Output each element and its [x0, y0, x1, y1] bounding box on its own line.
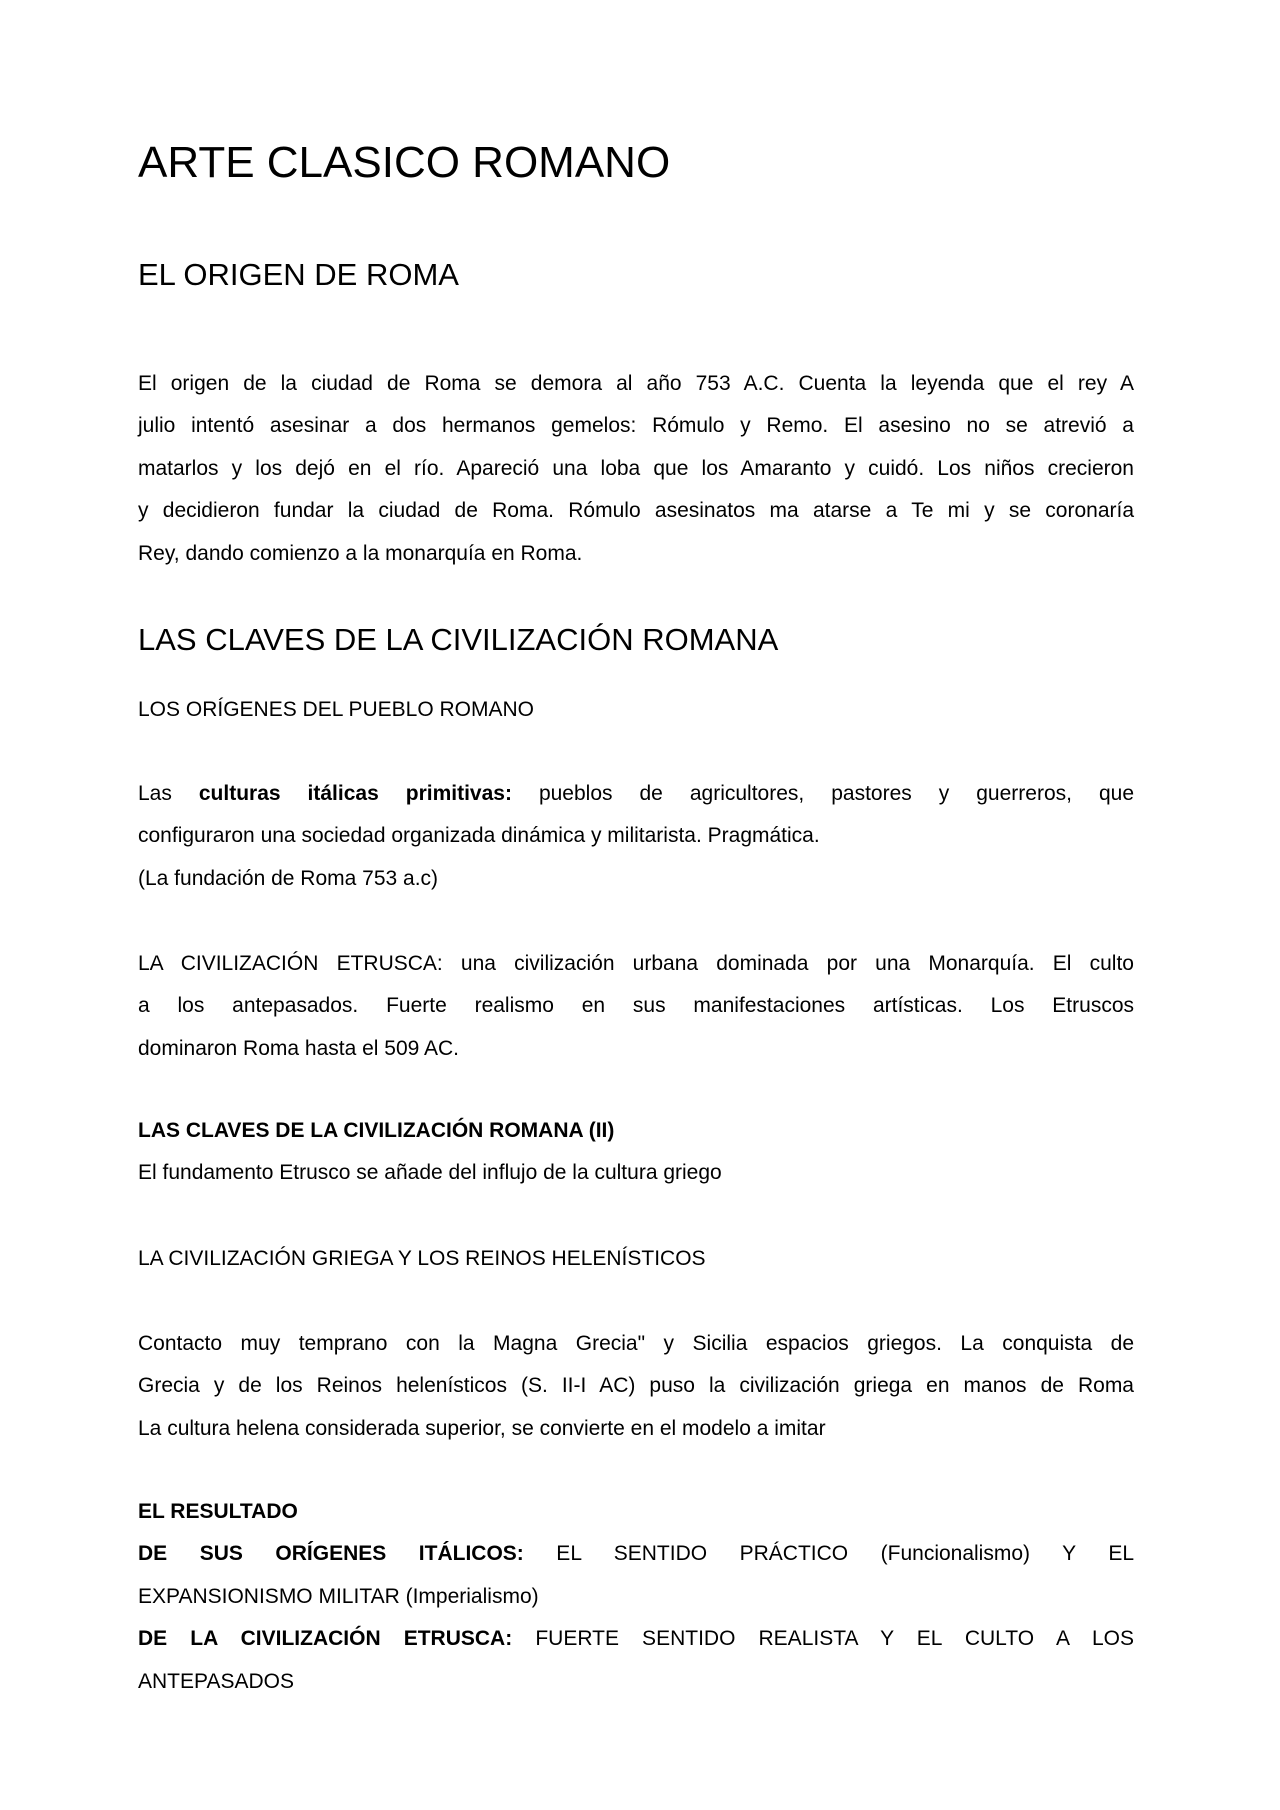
text-segment: El fundamento Etrusco se añade del influjo de la cultura griego: [138, 1161, 722, 1185]
resultado-section: [138, 1491, 1134, 1703]
bold-text: DE LA CIVILIZACIÓN ETRUSCA:: [138, 1627, 513, 1651]
text-line: [138, 815, 1134, 857]
text-line: [138, 1661, 1134, 1703]
text-line: [138, 363, 1134, 405]
text-line: [138, 1491, 1134, 1533]
claves-ii-section: [138, 1110, 1134, 1195]
text-line: [138, 1323, 1134, 1365]
document-title: ARTE CLASICO ROMANO: [138, 138, 671, 187]
culturas-italicas-paragraph: [138, 773, 1134, 900]
text-line: [138, 533, 1134, 575]
text-line: [138, 1618, 1134, 1660]
text-line: [138, 490, 1134, 532]
text-line: [138, 985, 1134, 1027]
text-line: [138, 405, 1134, 447]
text-segment: matarlos y los dejó en el río. Apareció una loba que los Amaranto y cuidó. Los niños crecieron: [138, 456, 1134, 480]
text-segment: Contacto muy temprano con la Magna Grecia" y Sicilia espacios griegos. La conquista de: [138, 1332, 1134, 1355]
text-line: [138, 1408, 1134, 1450]
bold-text: culturas itálicas primitivas:: [198, 782, 512, 805]
heading-claves-civilizacion: LAS CLAVES DE LA CIVILIZACIÓN ROMANA: [138, 622, 779, 657]
text-segment: julio intentó asesinar a dos hermanos gemelos: Rómulo y Remo. El asesino no se atrevió a: [138, 414, 1134, 438]
text-line: [138, 1152, 1134, 1194]
text-segment: LA CIVILIZACIÓN ETRUSCA: una civilización urbana dominada por una Monarquía. El culto: [138, 952, 1134, 975]
text-line: [138, 448, 1134, 490]
text-line: [138, 1576, 1134, 1618]
text-segment: EXPANSIONISMO MILITAR (Imperialismo): [138, 1584, 539, 1608]
text-segment: LA CIVILIZACIÓN GRIEGA Y LOS REINOS HELENÍSTICOS: [138, 1247, 706, 1270]
contacto-paragraph: [138, 1323, 1134, 1450]
text-segment: y decidieron fundar la ciudad de Roma. Rómulo asesinatos ma atarse a Te mi y se coronaría: [138, 499, 1134, 523]
etrusca-paragraph: [138, 943, 1134, 1070]
text-segment: Grecia y de los Reinos helenísticos (S. II-I AC) puso la civilización griega en manos de Roma: [138, 1374, 1134, 1398]
text-segment: La cultura helena considerada superior, se convierte en el modelo a imitar: [138, 1416, 826, 1440]
origen-paragraph: [138, 363, 1134, 575]
text-segment: EL SENTIDO PRÁCTICO (Funcionalismo) Y EL: [523, 1542, 1135, 1566]
text-segment: dominaron Roma hasta el 509 AC.: [138, 1036, 460, 1060]
text-line: [138, 1365, 1134, 1407]
bold-text: LAS CLAVES DE LA CIVILIZACIÓN ROMANA (II): [138, 1119, 615, 1142]
origenes-pueblo-heading: [138, 689, 1134, 731]
text-segment: pueblos de agricultores, pastores y guerreros, que: [511, 782, 1134, 805]
bold-text: EL RESULTADO: [138, 1500, 298, 1523]
bold-text: DE SUS ORÍGENES ITÁLICOS:: [138, 1542, 524, 1566]
text-segment: ANTEPASADOS: [138, 1669, 294, 1693]
text-segment: FUERTE SENTIDO REALISTA Y EL CULTO A LOS: [512, 1627, 1134, 1651]
text-segment: Las: [138, 782, 199, 805]
text-segment: (La fundación de Roma 753 a.c): [138, 866, 439, 890]
text-line: [138, 1238, 1134, 1280]
heading-origen-de-roma: EL ORIGEN DE ROMA: [138, 257, 459, 292]
text-segment: El origen de la ciudad de Roma se demora al año 753 A.C. Cuenta la leyenda que el rey A: [138, 372, 1134, 395]
text-segment: Rey, dando comienzo a la monarquía en Roma.: [138, 541, 583, 565]
text-line: [138, 858, 1134, 900]
text-segment: configuraron una sociedad organizada dinámica y militarista. Pragmática.: [138, 824, 820, 848]
text-segment: a los antepasados. Fuerte realismo en sus manifestaciones artísticas. Los Etruscos: [138, 994, 1134, 1018]
griega-heading: [138, 1238, 1134, 1280]
text-line: [138, 1028, 1134, 1070]
text-line: [138, 1110, 1134, 1152]
text-line: [138, 943, 1134, 985]
text-line: [138, 773, 1134, 815]
text-line: [138, 1533, 1134, 1575]
text-line: [138, 689, 1134, 731]
text-segment: LOS ORÍGENES DEL PUEBLO ROMANO: [138, 698, 534, 721]
